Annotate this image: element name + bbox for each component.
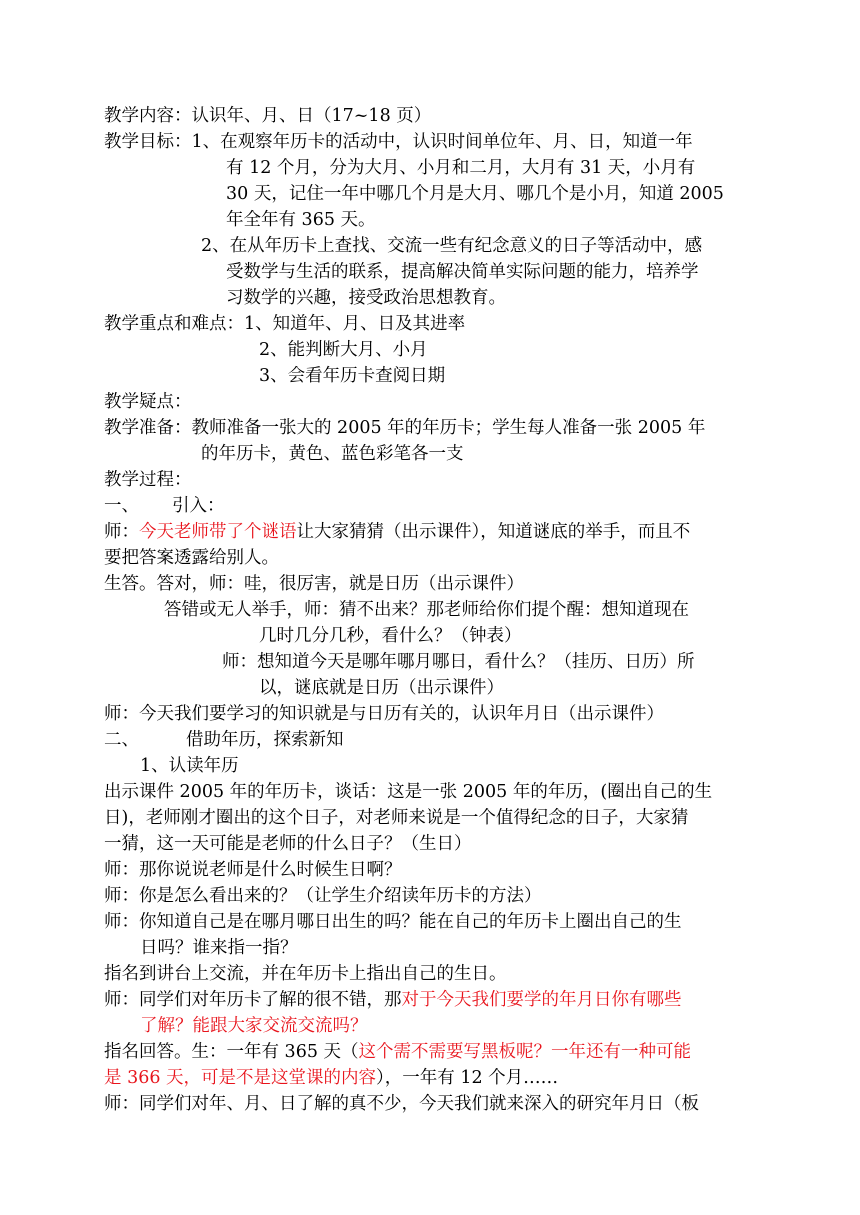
teaching-goal-line: 有 12 个月，分为大月、小月和二月，大月有 31 天，小月有 xyxy=(226,158,696,178)
highlighted-text: 是 366 天，可是不是这堂课的内容 xyxy=(104,1068,377,1088)
paragraph-line: 师：同学们对年、月、日了解的真不少，今天我们就来深入的研究年月日（板 xyxy=(104,1094,699,1114)
highlighted-text: 了解？能跟大家交流交流吗？ xyxy=(140,1016,368,1036)
paragraph-line: 出示课件 2005 年的年历卡，谈话：这是一张 2005 年的年历，(圈出自己的生 xyxy=(104,782,713,802)
paragraph-line xyxy=(104,519,690,545)
highlighted-text: 对于今天我们要学的年月日你有哪些 xyxy=(401,990,682,1010)
teaching-goal-line: 受数学与生活的联系，提高解决简单实际问题的能力，培养学 xyxy=(226,262,699,282)
section-number: 二、 xyxy=(104,730,139,750)
paragraph-line xyxy=(104,987,682,1013)
doubt-points-line: 教学疑点： xyxy=(104,392,192,412)
paragraph-line: 师：你是怎么看出来的？（让学生介绍读年历卡的方法） xyxy=(104,886,542,906)
key-points-line: 2、能判断大月、小月 xyxy=(259,340,428,360)
section-number: 一、 xyxy=(104,496,139,516)
paragraph-line: 师：那你说说老师是什么时候生日啊？ xyxy=(104,860,402,880)
key-points-line: 教学重点和难点：1、知道年、月、日及其进率 xyxy=(104,314,466,334)
speaker-label: 师： xyxy=(104,522,139,542)
paragraph-line xyxy=(104,1039,691,1065)
highlighted-text: 今天老师带了个谜语 xyxy=(139,522,297,542)
paragraph-line xyxy=(104,1065,558,1091)
text-segment: 师：同学们对年历卡了解的很不错，那 xyxy=(104,990,402,1010)
paragraph-line: 生答。答对，师：哇，很厉害，就是日历（出示课件） xyxy=(104,574,524,594)
section-title: 引入： xyxy=(172,496,225,516)
paragraph-line: 师：今天我们要学习的知识就是与日历有关的，认识年月日（出示课件） xyxy=(104,704,664,724)
key-points-line: 3、会看年历卡查阅日期 xyxy=(259,366,446,386)
teaching-goal-line: 教学目标：1、在观察年历卡的活动中，认识时间单位年、月、日，知道一年 xyxy=(104,132,693,152)
paragraph-line: 以，谜底就是日历（出示课件） xyxy=(259,678,504,698)
teaching-goal-line: 习数学的兴趣，接受政治思想教育。 xyxy=(226,288,506,308)
section-title: 借助年历，探索新知 xyxy=(186,730,344,750)
paragraph-line: 一猜，这一天可能是老师的什么日子？（生日） xyxy=(104,834,472,854)
teaching-goal-line: 年全年有 365 天。 xyxy=(226,210,376,230)
paragraph-line: 指名到讲台上交流，并在年历卡上指出自己的生日。 xyxy=(104,964,507,984)
text-segment: ），一年有 12 个月…… xyxy=(376,1068,559,1088)
paragraph-line: 答错或无人举手，师：猜不出来？那老师给你们提个醒：想知道现在 xyxy=(164,600,689,620)
text-segment: 让大家猜猜（出示课件），知道谜底的举手，而且不 xyxy=(296,522,691,542)
paragraph-line: 师：你知道自己是在哪月哪日出生的吗？能在自己的年历卡上圈出自己的生 xyxy=(104,912,682,932)
paragraph-line: 日吗？谁来指一指？ xyxy=(140,938,298,958)
paragraph-line: 要把答案透露给别人。 xyxy=(104,548,279,568)
preparation-line: 教学准备：教师准备一张大的 2005 年的年历卡；学生每人准备一张 2005 年 xyxy=(104,418,706,438)
process-heading: 教学过程： xyxy=(104,470,192,490)
paragraph-line: 日)，老师刚才圈出的这个日子，对老师来说是一个值得纪念的日子，大家猜 xyxy=(104,808,689,828)
highlighted-text: 这个需不需要写黑板呢？一年还有一种可能 xyxy=(358,1042,692,1062)
teaching-goal-line: 2、在从年历卡上查找、交流一些有纪念意义的日子等活动中，感 xyxy=(201,236,703,256)
preparation-line: 的年历卡，黄色、蓝色彩笔各一支 xyxy=(201,444,464,464)
paragraph-line: 师：想知道今天是哪年哪月哪日，看什么？（挂历、日历）所 xyxy=(222,652,695,672)
teaching-goal-line: 30 天，记住一年中哪几个月是大月、哪几个是小月，知道 2005 xyxy=(226,184,724,204)
teaching-content-line: 教学内容：认识年、月、日（17~18 页） xyxy=(104,106,432,126)
subsection-title: 1、认读年历 xyxy=(140,756,239,776)
text-segment: 指名回答。生：一年有 365 天（ xyxy=(104,1042,359,1062)
paragraph-line: 几时几分几秒，看什么？（钟表） xyxy=(259,626,522,646)
